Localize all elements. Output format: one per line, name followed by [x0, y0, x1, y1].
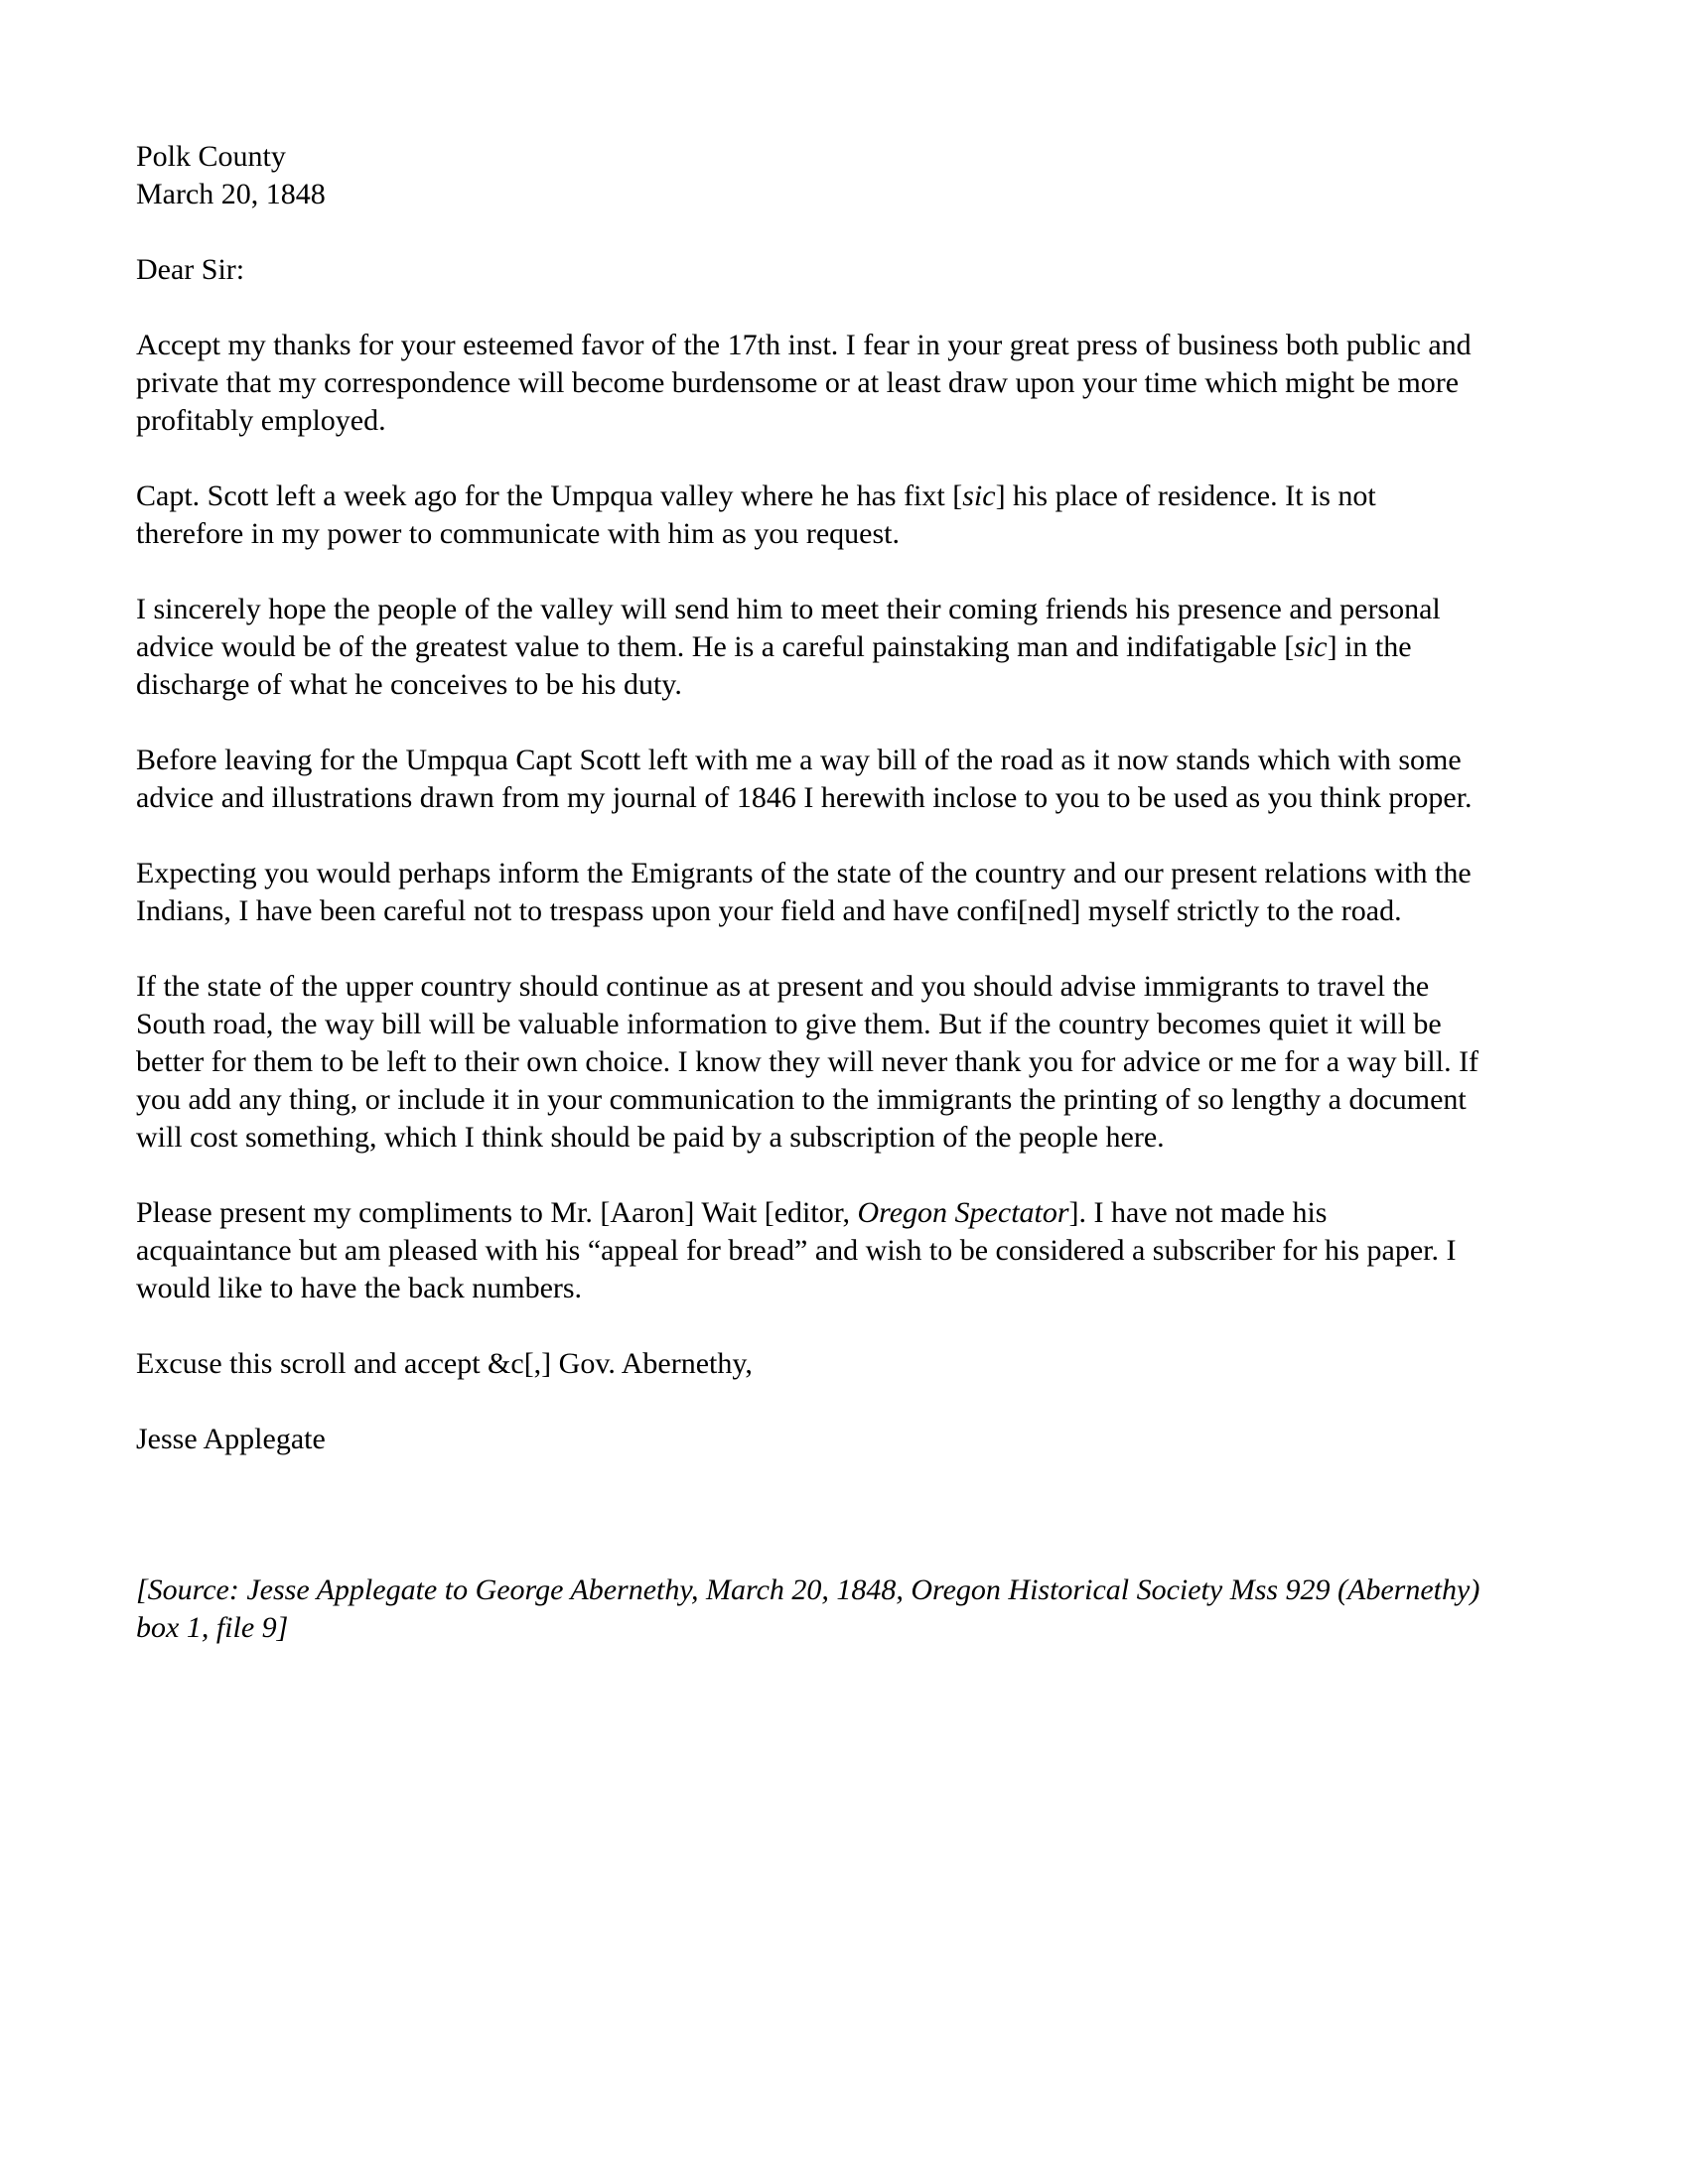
letter-paragraph [136, 968, 1481, 1157]
text-segment: Oregon Spectator [857, 1196, 1069, 1229]
text-segment: Expecting you would perhaps inform the Emigrants of the state of the country and our present relations with the Indians, I have been careful not to trespass upon your field and have confi[ned] myself strictly to the road. [136, 857, 1472, 927]
letter-paragraph [136, 742, 1481, 817]
text-segment: I sincerely hope the people of the valley will send him to meet their coming friends his presence and personal advice would be of the greatest value to them. He is a careful painstaking man and indifatigable [ [136, 593, 1441, 663]
text-segment: If the state of the upper country should continue as at present and you should advise immigrants to travel the South road, the way bill will be valuable information to give them. But if the country becomes quiet it will be better for them to be left to their own choice. I know they will never thank you for advice or me for a way bill. If you add any thing, or include it in your communication to the immigrants the printing of so lengthy a document will cost something, which I think should be paid by a subscription of the people here. [136, 970, 1479, 1154]
text-segment: Capt. Scott left a week ago for the Umpqua valley where he has fixt [ [136, 479, 963, 512]
letter-paragraph [136, 478, 1481, 553]
text-segment: sic [1294, 630, 1328, 663]
text-segment: Accept my thanks for your esteemed favor of the 17th inst. I fear in your great press of business both public and private that my correspondence will become burdensome or at least draw upon your time which might be more profitably employed. [136, 329, 1472, 437]
signature: Jesse Applegate [136, 1423, 326, 1455]
letter-heading [136, 138, 1481, 213]
text-segment: Please present my compliments to Mr. [Aaron] Wait [editor, [136, 1196, 858, 1229]
text-segment: ]. I have not made his acquaintance but am pleased with his “appeal for bread” and wish to be considered a subscriber for his paper. I would like to have the back numbers. [136, 1196, 1457, 1304]
letter-paragraph [136, 1194, 1481, 1307]
letter-paragraph [136, 855, 1481, 930]
text-segment: ] his place of residence. It is not therefore in my power to communicate with him as you request. [136, 479, 1376, 550]
text-segment: [Source: Jesse Applegate to George Abernethy, March 20, 1848, Oregon Historical Society Mss 929 (Abernethy) box 1, file 9] [136, 1573, 1480, 1644]
letter-paragraph [136, 327, 1481, 440]
closing-line: Excuse this scroll and accept &c[,] Gov. Abernethy, [136, 1347, 753, 1380]
text-segment: ] in the discharge of what he conceives to be his duty. [136, 630, 1412, 701]
place-line: Polk County [136, 140, 286, 173]
letter-paragraph [136, 591, 1481, 704]
text-segment: Before leaving for the Umpqua Capt Scott left with me a way bill of the road as it now stands which with some advice and illustrations drawn from my journal of 1846 I herewith inclose to you to be used as you think proper. [136, 744, 1473, 814]
salutation: Dear Sir: [136, 253, 245, 286]
date-line: March 20, 1848 [136, 178, 326, 210]
source-note [136, 1571, 1481, 1647]
text-segment: sic [962, 479, 996, 512]
